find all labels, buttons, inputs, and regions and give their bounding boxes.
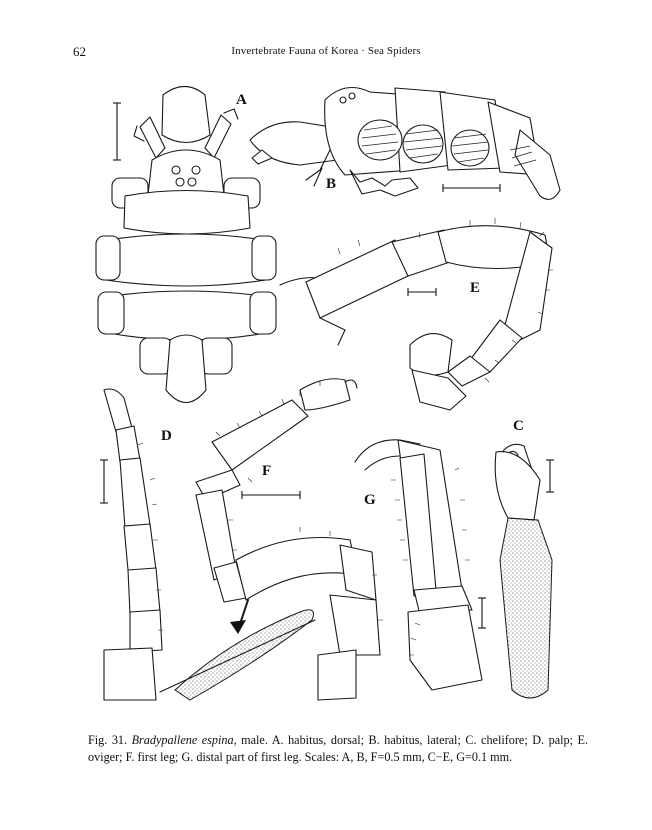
panel-label-g: G [364,492,376,508]
panel-c-chelifore [495,444,554,698]
running-head: Invertebrate Fauna of Korea · Sea Spiders [231,45,421,57]
panel-label-f: F [262,463,272,479]
page-number: 62 [73,44,86,59]
panel-label-e: E [470,280,481,296]
panel-label-a: A [236,92,247,108]
panel-f-first-leg [160,379,383,700]
panel-d-palp [100,389,163,700]
panel-label-c: C [513,418,524,434]
panel-b-habitus-lateral [250,88,560,200]
panel-label-d: D [161,428,172,444]
panel-label-b: B [326,176,337,192]
caption-prefix: Fig. 31. [88,733,132,747]
caption-species: Bradypallene espina [131,733,234,747]
panel-a-habitus-dorsal [96,87,276,403]
caption-text: , male. A. habitus, dorsal; B. habitus, lateral; C. chelifore; D. palp; E. oviger; F. first leg; G. distal part of first leg. Scales: A, B, F=0.5 mm, C−E, G=0.1 mm. [88,733,588,764]
figure-caption [88,732,588,766]
